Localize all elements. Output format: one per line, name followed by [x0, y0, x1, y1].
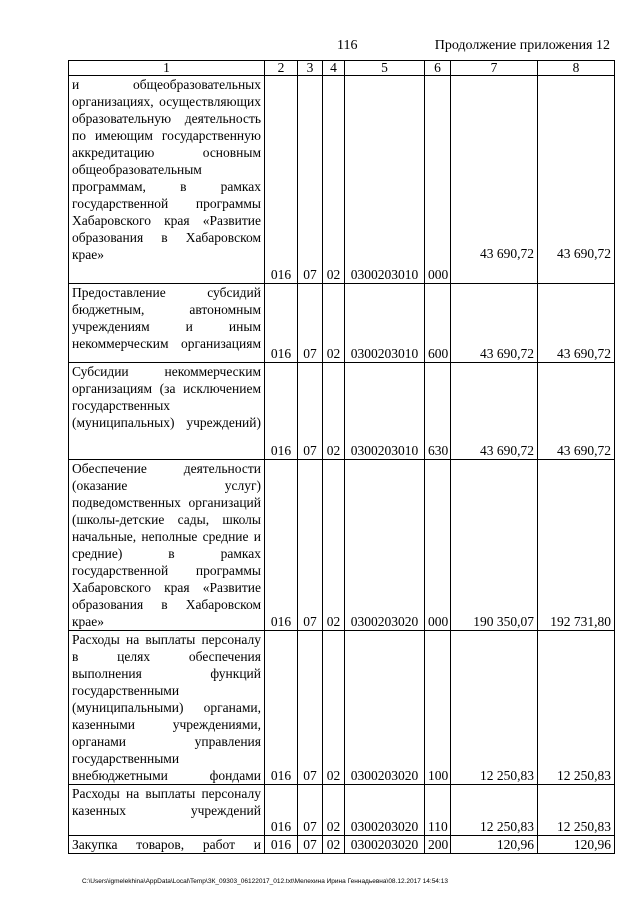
table-row: [69, 460, 615, 631]
table-row: [69, 363, 615, 460]
column-header: 5: [345, 61, 425, 76]
row-subsection: 02: [323, 785, 345, 836]
page-number: 116: [337, 38, 358, 53]
row-type: 200: [425, 836, 451, 854]
row-target: 0300203020: [345, 631, 425, 785]
column-header: 7: [451, 61, 538, 76]
row-name: Расходы на выплаты персоналу в целях обеспечения выполнения функций государственными (муниципальными) органами, казенными учреждениями, органами управления государственными внебюджетными фондами: [69, 631, 265, 785]
row-amount-2: 120,96: [538, 836, 615, 854]
row-amount-1: 190 350,07: [451, 460, 538, 631]
row-amount-2: 192 731,80: [538, 460, 615, 631]
column-header: 2: [265, 61, 298, 76]
row-amount-1: 12 250,83: [451, 631, 538, 785]
table-header-row: [69, 61, 615, 76]
table-row: [69, 836, 615, 854]
row-amount-1: 43 690,72: [451, 284, 538, 363]
file-path-footer: C:\Users\igmelekhina\AppData\Local\Temp\ЗК_09303_06122017_012.txt\Мелехина Ирина Геннадьевна\08.12.2017 14:54:13: [82, 878, 448, 885]
column-header: 8: [538, 61, 615, 76]
row-ministry: 016: [265, 363, 298, 460]
column-header: 4: [323, 61, 345, 76]
row-subsection: 02: [323, 460, 345, 631]
row-ministry: 016: [265, 460, 298, 631]
row-section: 07: [298, 460, 323, 631]
row-name: Субсидии некоммерческим организациям (за исключением государственных (муниципальных) учреждений): [69, 363, 265, 460]
row-ministry: 016: [265, 76, 298, 284]
row-type: 000: [425, 460, 451, 631]
row-type: 600: [425, 284, 451, 363]
budget-table: [68, 60, 615, 854]
row-name: Расходы на выплаты персоналу казенных учреждений: [69, 785, 265, 836]
column-header: 3: [298, 61, 323, 76]
row-amount-1: 12 250,83: [451, 785, 538, 836]
row-ministry: 016: [265, 836, 298, 854]
row-section: 07: [298, 284, 323, 363]
row-type: 630: [425, 363, 451, 460]
table-row: [69, 785, 615, 836]
row-ministry: 016: [265, 785, 298, 836]
table-row: [69, 76, 615, 284]
row-section: 07: [298, 785, 323, 836]
row-amount-1: 43 690,72: [451, 76, 538, 284]
column-header: 1: [69, 61, 265, 76]
row-amount-2: 12 250,83: [538, 631, 615, 785]
row-name: Предоставление субсидий бюджетным, автономным учреждениям и иным некоммерческим организациям: [69, 284, 265, 363]
table-row: [69, 284, 615, 363]
row-target: 0300203010: [345, 76, 425, 284]
row-section: 07: [298, 363, 323, 460]
row-target: 0300203010: [345, 363, 425, 460]
row-ministry: 016: [265, 631, 298, 785]
row-subsection: 02: [323, 363, 345, 460]
row-target: 0300203010: [345, 284, 425, 363]
row-section: 07: [298, 836, 323, 854]
row-name: и общеобразовательных организациях, осуществляющих образовательную деятельность по имеющим государственную аккредитацию основным общеобразовательным программам, в рамках государственной программы Хабаровского края «Развитие образования в Хабаровском крае»: [69, 76, 265, 284]
row-subsection: 02: [323, 76, 345, 284]
table-row: [69, 631, 615, 785]
row-type: 000: [425, 76, 451, 284]
row-ministry: 016: [265, 284, 298, 363]
column-header: 6: [425, 61, 451, 76]
row-target: 0300203020: [345, 836, 425, 854]
row-section: 07: [298, 76, 323, 284]
row-target: 0300203020: [345, 785, 425, 836]
row-amount-2: 12 250,83: [538, 785, 615, 836]
row-name: Закупка товаров, работ и: [69, 836, 265, 854]
row-amount-2: 43 690,72: [538, 284, 615, 363]
row-subsection: 02: [323, 284, 345, 363]
row-amount-1: 43 690,72: [451, 363, 538, 460]
row-type: 100: [425, 631, 451, 785]
row-target: 0300203020: [345, 460, 425, 631]
row-amount-1: 120,96: [451, 836, 538, 854]
row-amount-2: 43 690,72: [538, 76, 615, 284]
row-name: Обеспечение деятельности (оказание услуг) подведомственных организаций (школы-детские сады, школы начальные, неполные средние и средние) в рамках государственной программы Хабаровского края «Развитие образования в Хабаровском крае»: [69, 460, 265, 631]
row-section: 07: [298, 631, 323, 785]
continuation-label: Продолжение приложения 12: [434, 38, 610, 53]
row-subsection: 02: [323, 631, 345, 785]
row-type: 110: [425, 785, 451, 836]
row-amount-2: 43 690,72: [538, 363, 615, 460]
row-subsection: 02: [323, 836, 345, 854]
